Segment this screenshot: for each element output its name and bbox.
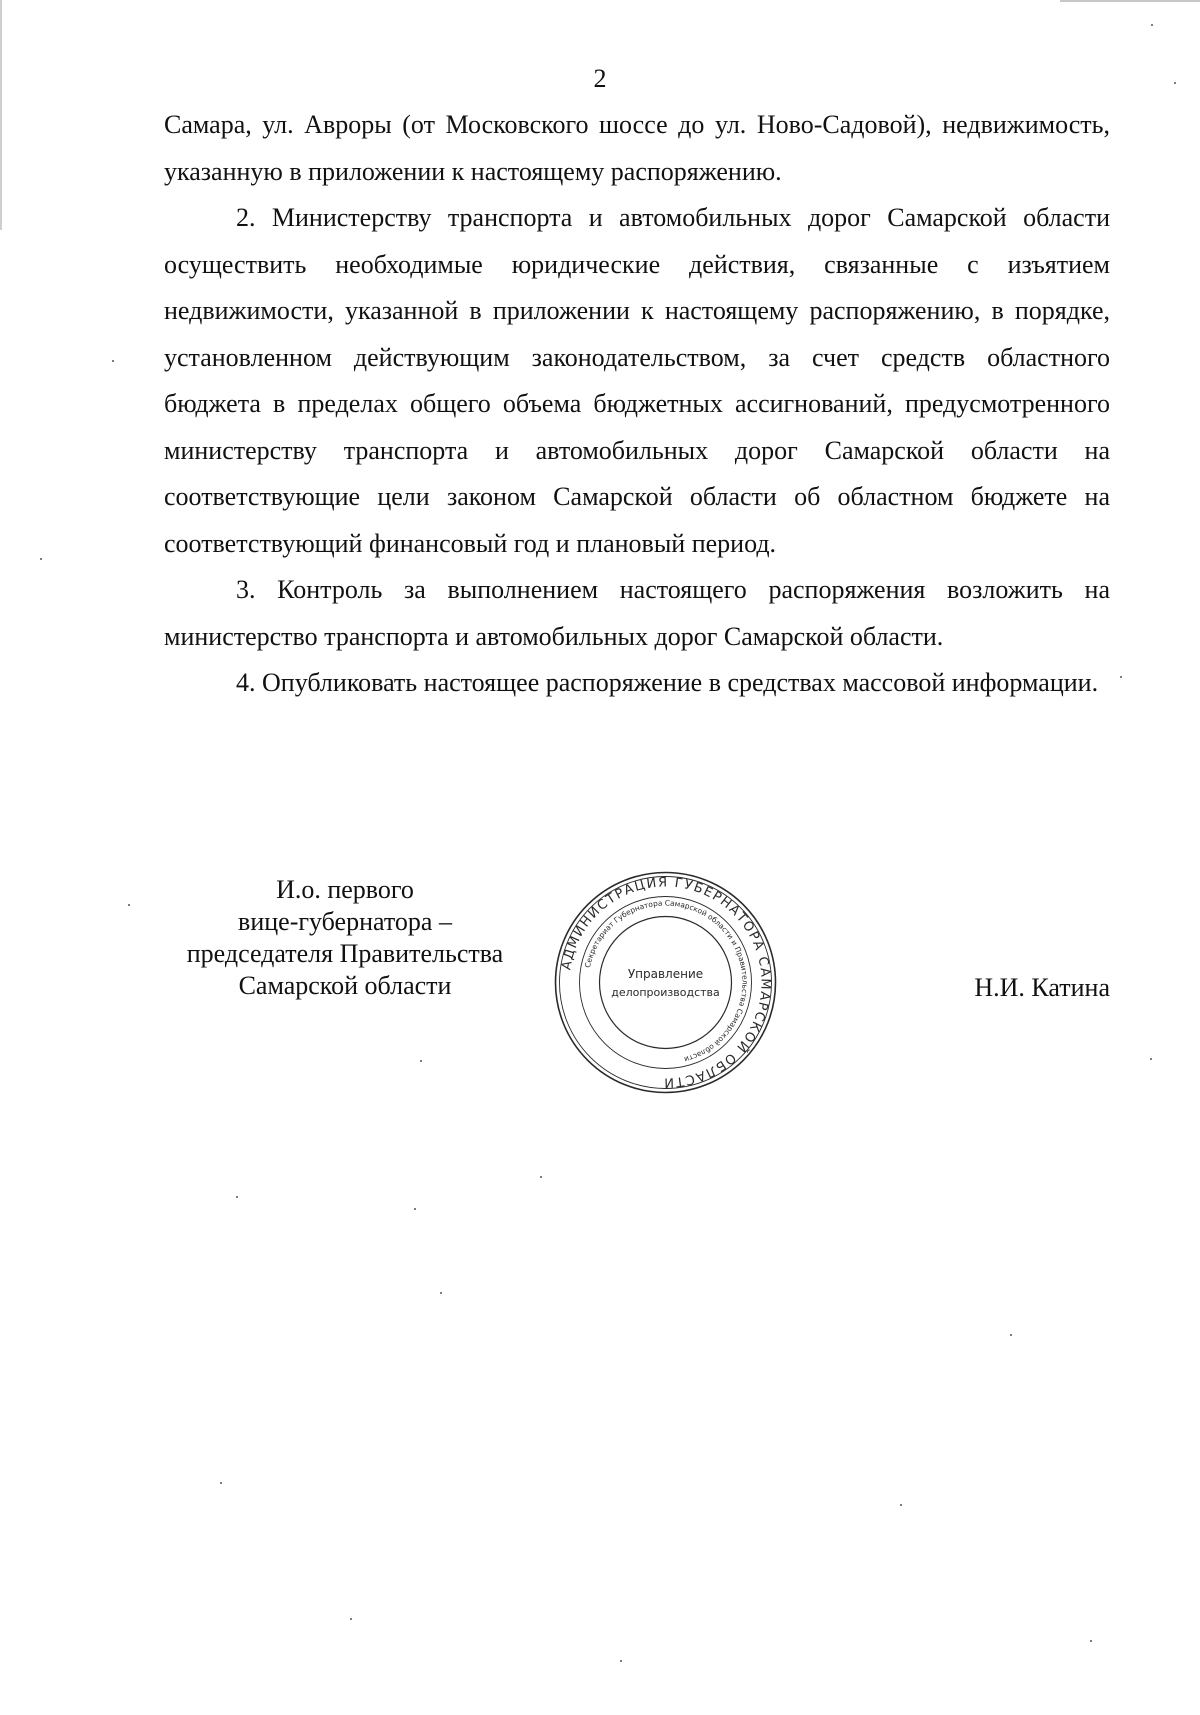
paragraph-continuation: Самара, ул. Авроры (от Московского шоссе до ул. Ново-Садовой), недвижимость, указанную в приложении к настоящему распоряжению. (164, 110, 1110, 186)
seal-center-line-2: делопроизводства (611, 986, 720, 999)
paragraph-3: 3. Контроль за выполнением настоящего распоряжения возложить на министерство транспорта и автомобильных дорог Самарской области. (164, 575, 1110, 651)
svg-text:Секретариат Губернатора Самарс (583, 898, 750, 1064)
seal-inner-text: Секретариат Губернатора Самарской области и Правительства Самарской области (582, 898, 750, 1065)
signer-position (160, 874, 530, 1002)
page-number: 2 (593, 64, 607, 93)
seal-outer-text: АДМИНИСТРАЦИЯ ГУБЕРНАТОРА САМАРСКОЙ ОБЛАСТИ (559, 875, 773, 1090)
official-seal (553, 870, 778, 1095)
seal-center-line-1: Управление (627, 967, 704, 981)
document-body (164, 102, 1110, 707)
scan-edge-top (1060, 0, 1200, 2)
scan-edge-left (0, 0, 2, 230)
paragraph-2: 2. Министерству транспорта и автомобильных дорог Самарской области осуществить необходимые юридические действия, связанные с изъятием недвижимости, указанной в приложении к настоящему распоряжению, в порядке, установленном действующим законодательством, за счет средств областного бюджета в пределах общего объема бюджетных ассигнований, предусмотренного министерству транспорта и автомобильных дорог Самарской области на соответствующие цели законом Самарской области об областном бюджете на соответствующий финансовый год и плановый период. (164, 203, 1110, 558)
seal-middle-ring (580, 897, 752, 1069)
signer-position-line: вице-губернатора – (238, 907, 452, 936)
signer-position-line: председателя Правительства (186, 939, 504, 968)
signer-position-line: И.о. первого (276, 875, 414, 904)
signer-name: Н.И. Катина (974, 973, 1110, 1002)
paragraph-4: 4. Опубликовать настоящее распоряжение в средствах массовой информации. (236, 668, 1099, 697)
seal-inner-ring (600, 917, 732, 1049)
signer-position-line: Самарской области (238, 971, 452, 1000)
